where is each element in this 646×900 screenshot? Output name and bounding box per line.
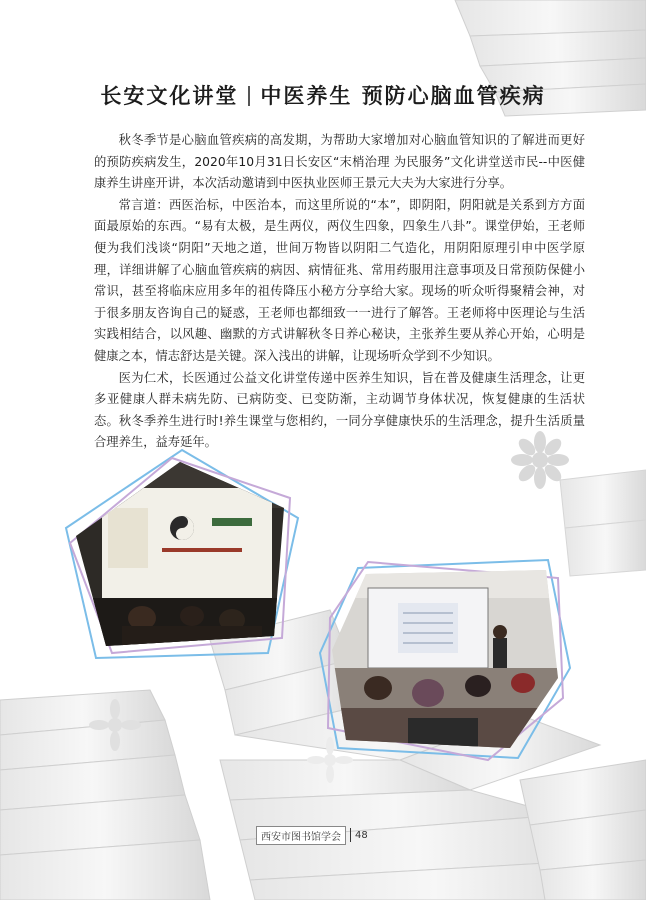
paragraph-2: 常言道：西医治标，中医治本，而这里所说的“本”，即阴阳，阴阳就是关系到方方面面最原始的东西。“易有太极，是生两仪，两仪生四象，四象生八卦”。课堂伊始，王老师便为我们浅谈“阴阳”天地之道，世间万物皆以阴阳二气造化，用阴阳原理引申中医学原理，详细讲解了心脑血管疾病的病因、病情征兆、常用药服用注意事项及日常预防保健小常识，甚至将临床应用多年的祖传降压小秘方分享给大家。现场的听众听得聚精会神，对于很多朋友咨询自己的疑惑，王老师也都细致一一进行了解答。王老师将中医理论与生活实践相结合，以风趣、幽默的方式讲解秋冬日养心秘诀，主张养生要从养心开始，心明是健康之本，情志舒达是关键。深入浅出的讲解，让现场听众学到不少知识。	[94, 197, 585, 363]
lecture-photo-1	[62, 448, 302, 663]
page-footer	[256, 827, 368, 843]
paragraph-1: 秋冬季节是心脑血管疾病的高发期，为帮助大家增加对心脑血管知识的了解进而更好的预防疾病发生，2020年10月31日长安区“末梢治理 为民服务”文化讲堂送市民--中医健康养生讲座开讲，本次活动邀请到中医执业医师王景元大夫为大家进行分享。	[94, 133, 585, 191]
article-body	[94, 130, 585, 454]
title-divider	[248, 86, 250, 106]
footer-divider	[350, 828, 351, 842]
lecture-photo-2	[318, 558, 573, 763]
title-left: 长安文化讲堂	[100, 84, 239, 108]
footer-organization: 西安市图书馆学会	[256, 826, 346, 845]
title-right: 中医养生 预防心脑血管疾病	[260, 84, 546, 108]
page-number: 48	[355, 829, 368, 841]
paragraph-3: 医为仁术，长医通过公益文化讲堂传递中医养生知识，旨在普及健康生活理念，让更多亚健康人群未病先防、已病防变、已变防渐，主动调节身体状况，恢复健康的生活状态。秋冬季养生进行时!养生课堂与您相约，一同分享健康快乐的生活理念，提升生活质量合理养生，益寿延年。	[94, 370, 585, 450]
page-title	[0, 80, 646, 110]
